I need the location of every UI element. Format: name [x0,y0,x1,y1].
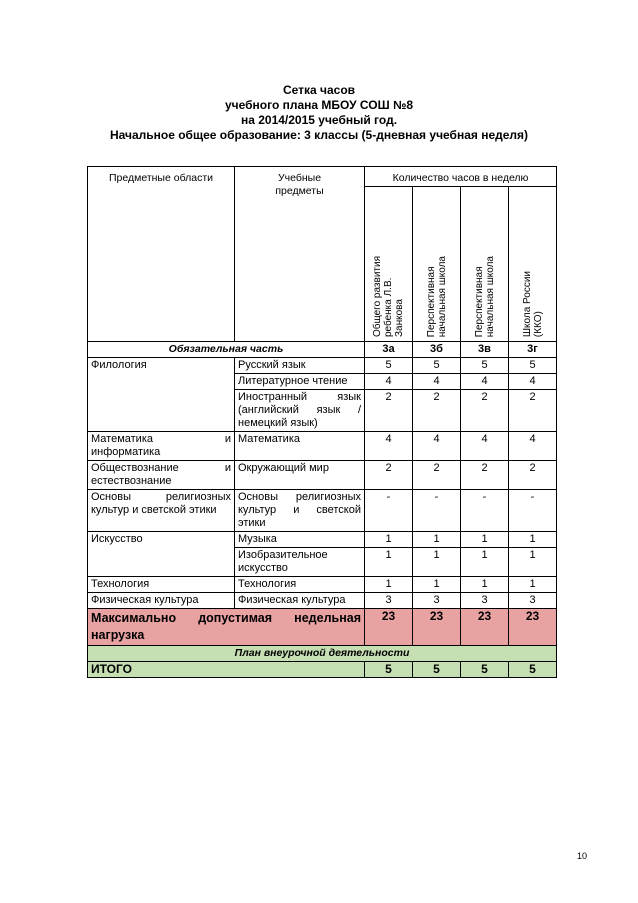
subject-area-line: культур и светской этики [91,504,217,516]
hours-cell: 1 [461,577,509,593]
max-load-cell: 23 [365,609,413,646]
subject-area [88,461,235,490]
program-header [461,187,509,342]
max-load-line: нагрузка [91,628,145,642]
max-load-label [88,609,365,646]
hours-cell: 2 [413,390,461,432]
program-name: Общего развития ребенка Л.В. Занкова [372,255,405,337]
max-load-line: Максимально допустимая недельная [91,611,361,625]
max-load-cell: 23 [461,609,509,646]
subject [235,548,365,577]
subject: Литературное чтение [235,374,365,390]
subject [235,390,365,432]
subject-area: Физическая культура [88,593,235,609]
hours-cell: 1 [509,548,557,577]
hours-cell: 1 [413,548,461,577]
header-subjects [235,167,365,342]
subject-line: Изобразительное [238,549,328,561]
subject: Технология [235,577,365,593]
subject-line: искусство [238,562,288,574]
hours-cell: 1 [413,577,461,593]
subject-area-line: информатика [91,446,161,458]
extracurricular-label: План внеурочной деятельности [88,646,557,662]
subject-line: немецкий язык) [238,417,318,429]
document-heading [0,83,638,143]
hours-cell: 3 [509,593,557,609]
subject: Музыка [235,532,365,548]
subject-area [88,490,235,532]
subject-line: Основы религиозных [238,491,361,503]
hours-cell: 2 [413,461,461,490]
table-header-row [88,167,557,187]
subject: Окружающий мир [235,461,365,490]
hours-cell: 4 [365,374,413,390]
subject [235,490,365,532]
heading-line-2: учебного плана МБОУ СОШ №8 [224,98,414,112]
hours-cell: 2 [509,461,557,490]
class-label: 3в [461,342,509,358]
table-row [88,577,557,593]
mandatory-part-row [88,342,557,358]
header-hours: Количество часов в неделю [365,167,557,187]
hours-cell: 4 [413,432,461,461]
subject: Математика [235,432,365,461]
extracurricular-row [88,646,557,662]
hours-cell: 1 [509,532,557,548]
hours-cell: - [413,490,461,532]
class-label: 3г [509,342,557,358]
max-load-cell: 23 [509,609,557,646]
subject-area-line: Обществознание и [91,462,231,474]
subject: Физическая культура [235,593,365,609]
program-header [509,187,557,342]
hours-cell: - [365,490,413,532]
subject-area-line: естествознание [91,475,172,487]
subject-line: культур и светской [238,504,361,516]
heading-line-4: Начальное общее образование: 3 классы (5-дневная учебная неделя) [109,128,529,142]
mandatory-part-label: Обязательная часть [88,342,365,358]
hours-cell: 4 [509,432,557,461]
header-subjects-line-1: Учебные [277,172,322,184]
subject-area-line: Основы религиозных [91,491,231,503]
table-row [88,461,557,490]
hours-cell: 5 [413,358,461,374]
hours-cell: - [509,490,557,532]
program-name: Школа России (ККО) [521,270,544,337]
header-areas: Предметные области [88,167,235,342]
program-name: Перспективная начальная школа [473,255,496,337]
hours-cell: 5 [509,358,557,374]
program-name: Перспективная начальная школа [425,255,448,337]
total-cell: 5 [365,662,413,678]
curriculum-table [87,166,557,678]
table-row [88,593,557,609]
hours-cell: 1 [365,548,413,577]
program-header [413,187,461,342]
hours-cell: 4 [461,374,509,390]
hours-cell: 5 [365,358,413,374]
hours-cell: 2 [461,461,509,490]
heading-line-1: Сетка часов [282,83,356,97]
hours-cell: - [461,490,509,532]
total-cell: 5 [461,662,509,678]
max-load-row [88,609,557,646]
total-label: ИТОГО [88,662,365,678]
hours-cell: 2 [365,461,413,490]
subject-line: этики [238,517,266,529]
hours-cell: 1 [413,532,461,548]
subject-line: (английский язык / [238,404,361,416]
hours-cell: 2 [461,390,509,432]
table-row [88,432,557,461]
hours-cell: 5 [461,358,509,374]
total-cell: 5 [413,662,461,678]
subject-area: Искусство [88,532,235,577]
max-load-cell: 23 [413,609,461,646]
hours-cell: 3 [365,593,413,609]
hours-cell: 3 [461,593,509,609]
page-number: 10 [577,851,588,861]
total-cell: 5 [509,662,557,678]
table-row [88,358,557,374]
hours-cell: 2 [365,390,413,432]
hours-cell: 4 [413,374,461,390]
hours-cell: 4 [509,374,557,390]
total-row [88,662,557,678]
hours-cell: 3 [413,593,461,609]
header-subjects-line-2: предметы [275,185,324,197]
hours-cell: 1 [461,532,509,548]
subject-line: Иностранный язык [238,391,361,403]
hours-cell: 1 [461,548,509,577]
hours-cell: 4 [365,432,413,461]
class-label: 3б [413,342,461,358]
table-row [88,532,557,548]
hours-cell: 1 [365,532,413,548]
subject: Русский язык [235,358,365,374]
hours-cell: 4 [461,432,509,461]
hours-cell: 1 [365,577,413,593]
program-header [365,187,413,342]
hours-cell: 1 [509,577,557,593]
subject-area: Технология [88,577,235,593]
subject-area-line: Математика и [91,433,231,445]
hours-cell: 2 [509,390,557,432]
subject-area: Филология [88,358,235,432]
subject-area [88,432,235,461]
table-row [88,490,557,532]
class-label: 3а [365,342,413,358]
heading-line-3: на 2014/2015 учебный год. [240,113,398,127]
